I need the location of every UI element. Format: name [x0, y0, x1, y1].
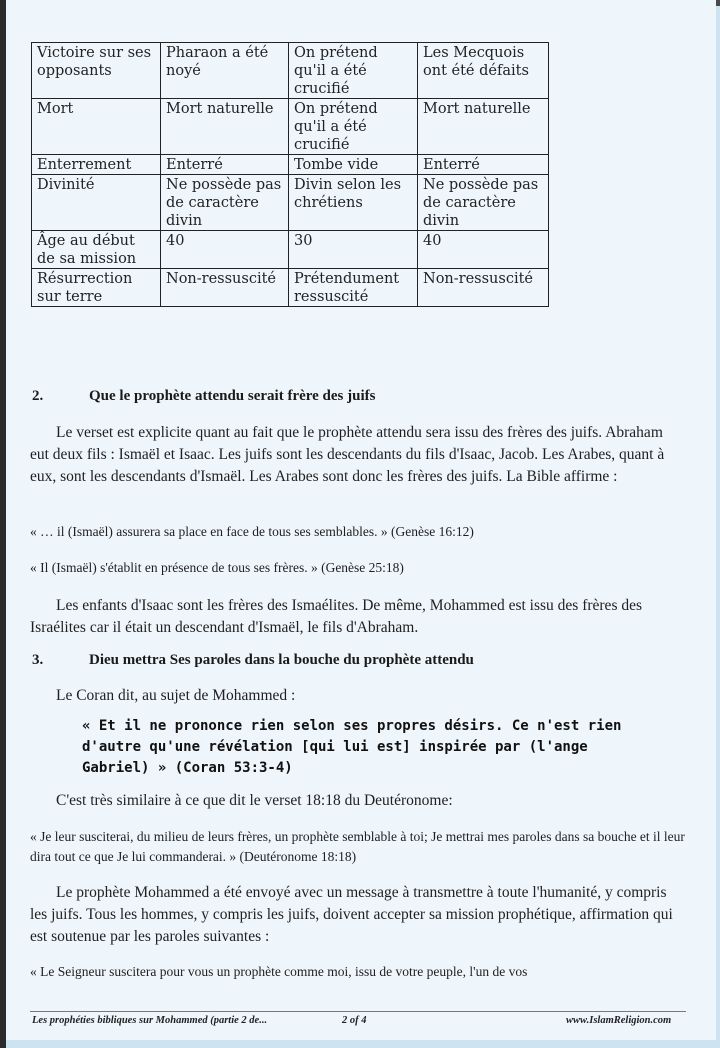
table-row: [32, 175, 549, 231]
section-3-heading: [32, 652, 474, 669]
table-row: [32, 269, 549, 307]
section-2-heading: [32, 388, 376, 405]
table-cell: Les Mecquois ont été défaits: [418, 43, 549, 99]
comparison-table: [31, 42, 549, 307]
table-cell: Non-ressuscité: [161, 269, 289, 307]
deuteronomy-quote: « Je leur susciterai, du milieu de leurs frères, un prophète semblable à toi; Je mettrai mes paroles dans sa bouche et il leur dira tout ce que Je lui commanderai. » (Deutéronome 18:18): [30, 829, 685, 864]
section-3-intro: Le Coran dit, au sujet de Mohammed :: [56, 687, 296, 704]
table-cell: 40: [418, 231, 549, 269]
table-cell: Résurrection sur terre: [32, 269, 161, 307]
section-2-paragraph-2: Les enfants d'Isaac sont les frères des Ismaélites. De même, Mohammed est issu des frères des Israélites car il était un descendant d'Ismaël, le fils d'Abraham.: [30, 597, 643, 636]
table-cell: 40: [161, 231, 289, 269]
table-row: [32, 231, 549, 269]
section-2-title: Que le prophète attendu serait frère des juifs: [89, 388, 376, 404]
table-cell: Enterré: [418, 155, 549, 175]
table-cell: On prétend qu'il a été crucifié: [289, 43, 418, 99]
table-cell: Ne possède pas de caractère divin: [161, 175, 289, 231]
footer-title: Les prophéties bibliques sur Mohammed (partie 2 de...: [32, 1015, 268, 1026]
table-cell: Enterré: [161, 155, 289, 175]
section-2-paragraph-1: Le verset est explicite quant au fait que le prophète attendu sera issu des frères des juifs. Abraham eut deux fils : Ismaël et Isaac. Les juifs sont les descendants du fils d'Isaac, Jacob. Les Arabes, quant à eux, sont les descendants d'Ismaël. Les Arabes sont donc les frères des juifs. La Bible affirme :: [30, 424, 665, 485]
table-row: [32, 99, 549, 155]
table-cell: On prétend qu'il a été crucifié: [289, 99, 418, 155]
table-cell: Pharaon a été noyé: [161, 43, 289, 99]
table-cell: Mort naturelle: [161, 99, 289, 155]
table-cell: Divin selon les chrétiens: [289, 175, 418, 231]
section-3-title: Dieu mettra Ses paroles dans la bouche du prophète attendu: [89, 652, 474, 668]
table-cell: Victoire sur ses opposants: [32, 43, 161, 99]
footer-page-number: 2 of 4: [342, 1015, 367, 1026]
table-cell: Mort: [32, 99, 161, 155]
lord-quote: « Le Seigneur suscitera pour vous un prophète comme moi, issu de votre peuple, l'un de vos: [30, 964, 528, 979]
table-cell: Prétendument ressuscité: [289, 269, 418, 307]
deuteronomy-intro: C'est très similaire à ce que dit le verset 18:18 du Deutéronome:: [56, 792, 453, 809]
table-cell: Ne possède pas de caractère divin: [418, 175, 549, 231]
table-cell: Enterrement: [32, 155, 161, 175]
section-2-number: 2.: [32, 388, 44, 404]
table-cell: 30: [289, 231, 418, 269]
section-3-number: 3.: [32, 652, 44, 668]
genesis-25-quote: « Il (Ismaël) s'établit en présence de tous ses frères. » (Genèse 25:18): [30, 560, 404, 575]
table-cell: Non-ressuscité: [418, 269, 549, 307]
table-cell: Mort naturelle: [418, 99, 549, 155]
section-3-paragraph: Le prophète Mohammed a été envoyé avec un message à transmettre à toute l'humanité, y compris les juifs. Tous les hommes, y compris les juifs, doivent accepter sa mission prophétique, affirmation qui est soutenue par les paroles suivantes :: [30, 884, 673, 945]
footer-divider: [30, 1011, 686, 1012]
table-cell: Divinité: [32, 175, 161, 231]
table-cell: Tombe vide: [289, 155, 418, 175]
table-cell: Âge au début de sa mission: [32, 231, 161, 269]
table-row: [32, 43, 549, 99]
genesis-16-quote: « … il (Ismaël) assurera sa place en face de tous ses semblables. » (Genèse 16:12): [30, 524, 474, 539]
footer-site-link[interactable]: www.IslamReligion.com: [566, 1015, 672, 1026]
koran-quote: « Et il ne prononce rien selon ses propres désirs. Ce n'est rien d'autre qu'une révélation [qui lui est] inspirée par (l'ange Gabriel) » (Coran 53:3-4): [82, 718, 622, 776]
table-row: [32, 155, 549, 175]
